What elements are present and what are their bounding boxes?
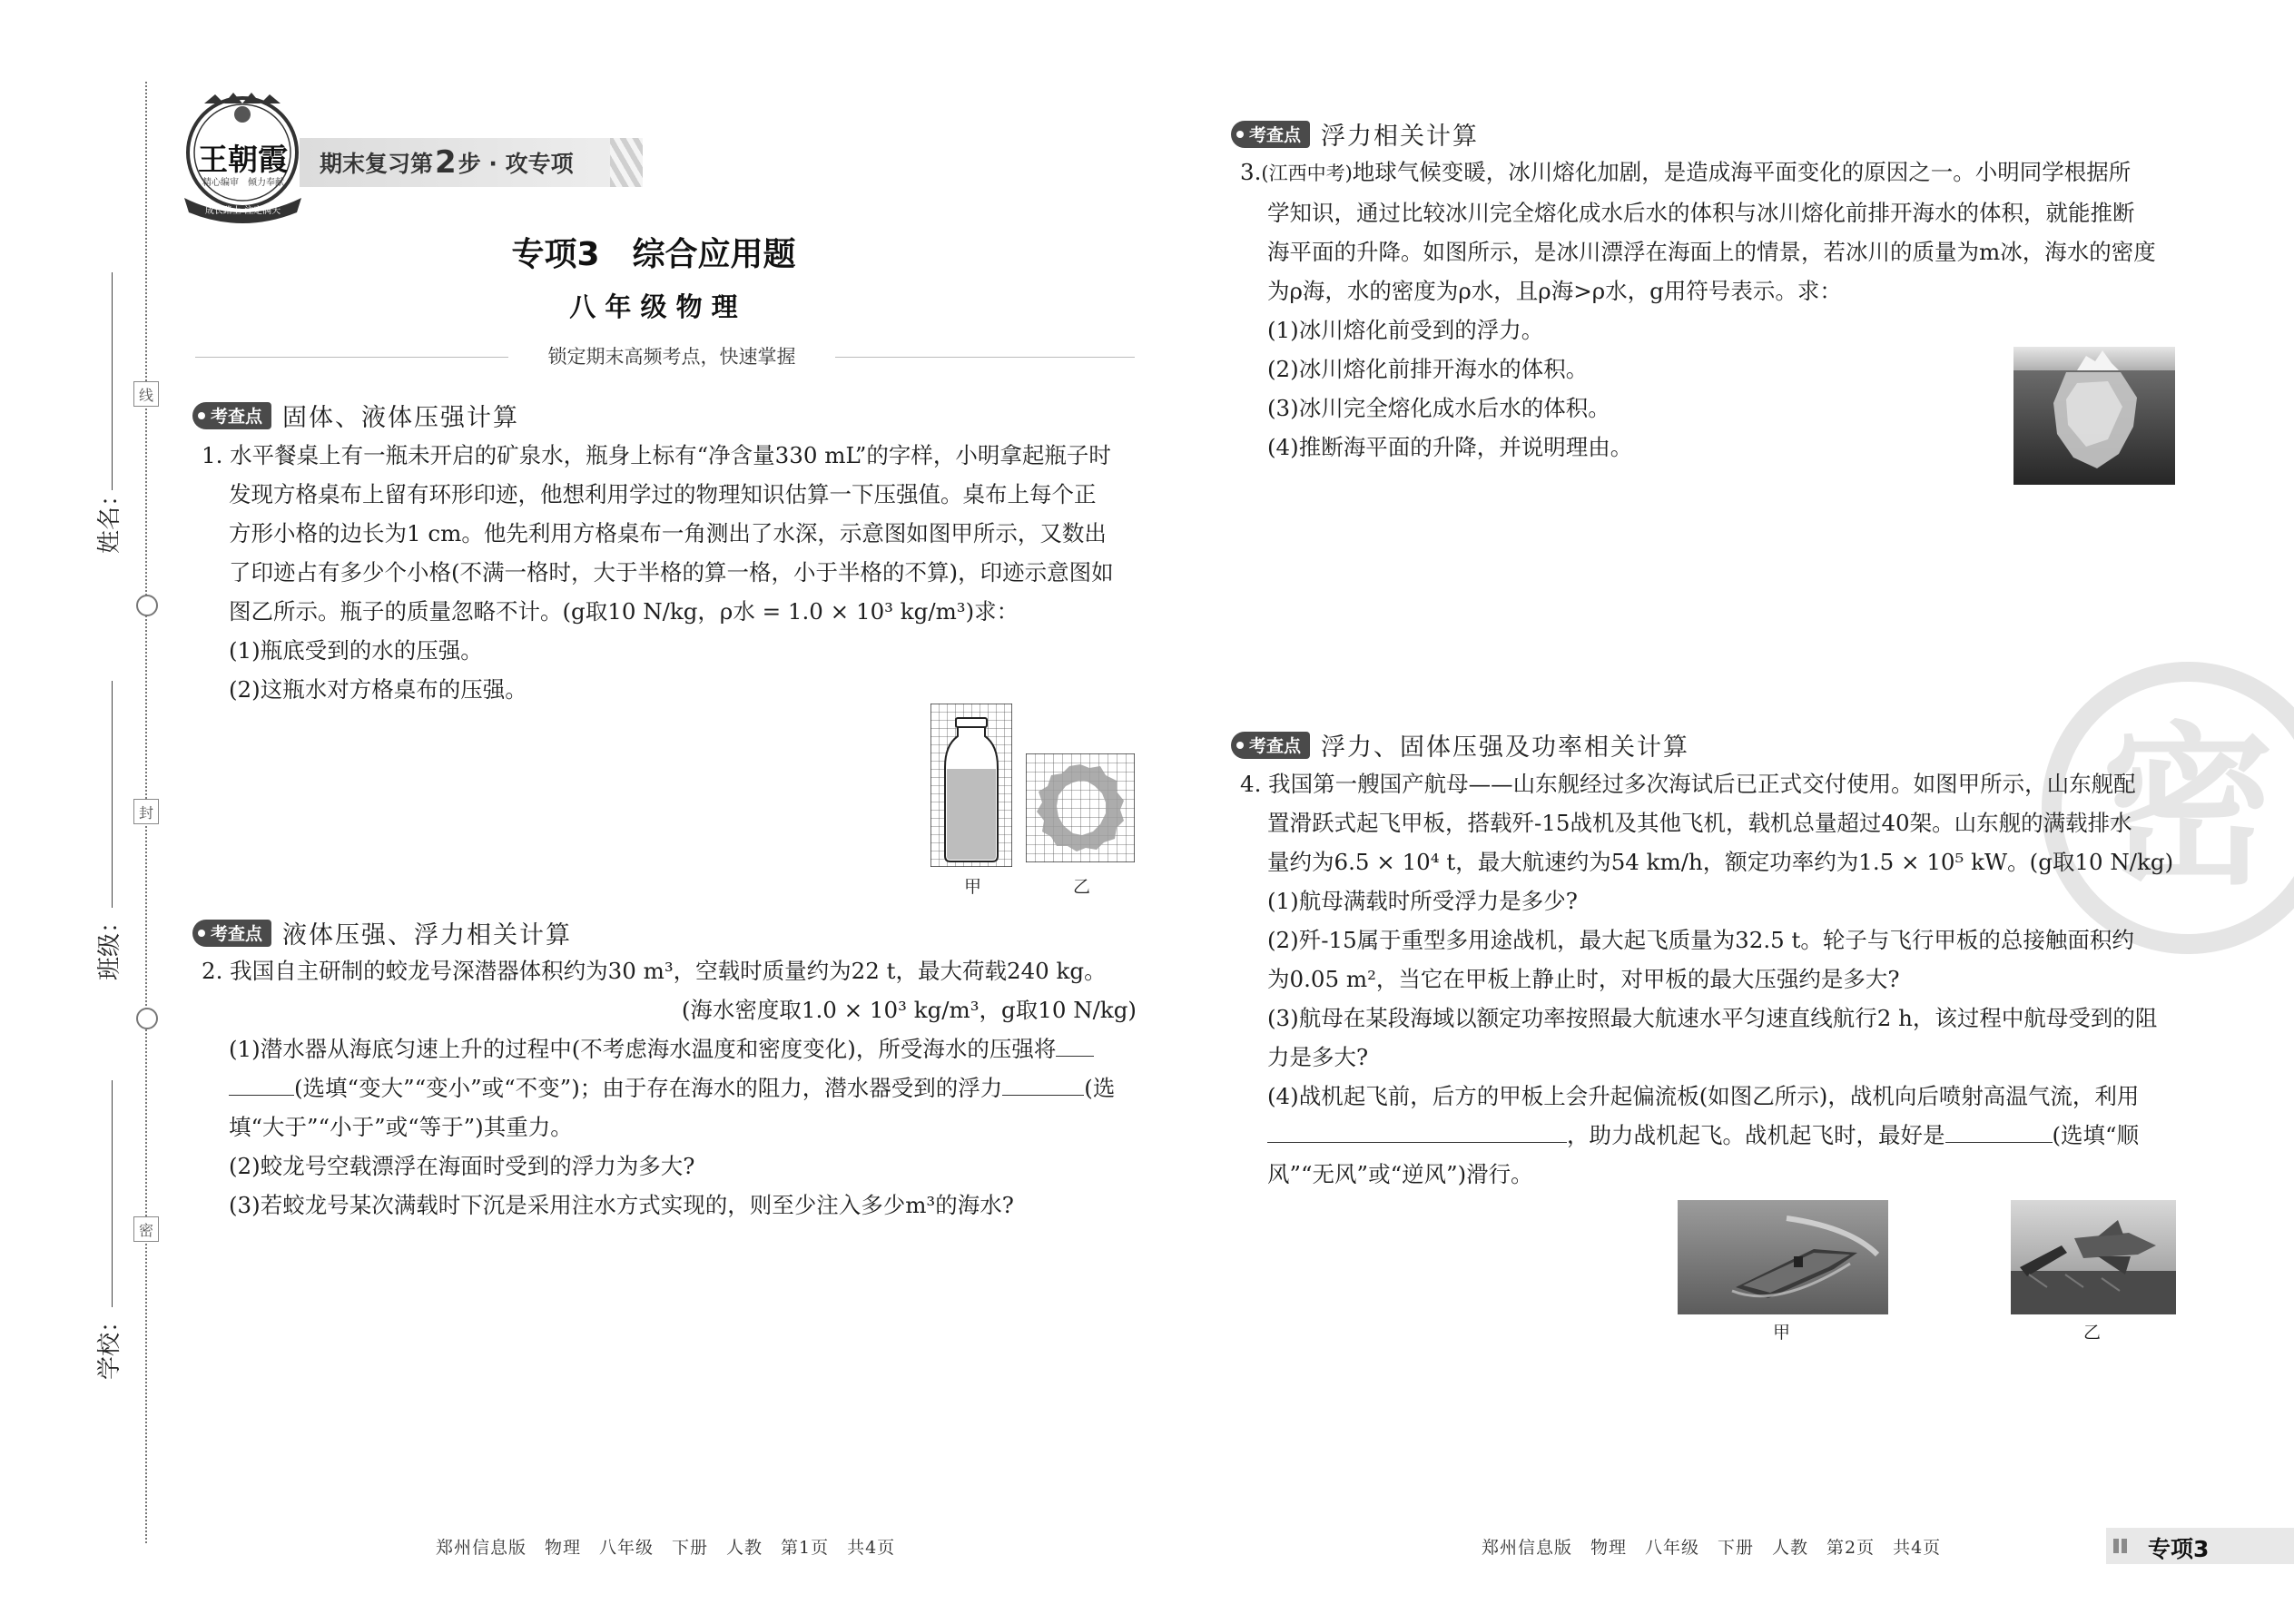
q2-sub-3: (3)若蛟龙号某次满载时下沉是采用注水方式实现的，则至少注入多少m³的海水? (229, 1192, 1014, 1218)
figure-bottle-grid (930, 704, 1012, 871)
figure-4b-caption: 乙 (2083, 1323, 2102, 1343)
q1-line-3: 方形小格的边长为1 cm。他先利用方格桌布一角测出了水深，示意图如图甲所示，又数出 (229, 520, 1107, 546)
page-subtitle: 八 年 级 物 理 (569, 291, 738, 322)
section-topic-1: 固体、液体压强计算 (282, 404, 520, 432)
section-tag-1 (192, 398, 519, 433)
answer-blank[interactable] (1945, 1120, 2053, 1144)
q3-sub-4: (4)推断海平面的升降，并说明理由。 (1267, 434, 1633, 460)
name-underline (112, 272, 113, 490)
question-1 (202, 436, 1146, 709)
q2-note: (海水密度取1.0 × 10³ kg/m³，g取10 N/kg) (681, 997, 1137, 1023)
q2-sub-1c: 填“大于”“小于”或“等于”)其重力。 (229, 1114, 573, 1140)
q4-sub-3b: 力是多大? (1267, 1044, 1369, 1070)
q4-line-1: 4. 我国第一艘国产航母——山东舰经过多次海试后已正式交付使用。如图甲所示，山东舰配 (1240, 771, 2136, 797)
slogan-rule-right (835, 357, 1135, 358)
figure-4a-caption: 甲 (1773, 1323, 1791, 1343)
banner-step: 2 (435, 144, 457, 181)
q3-line-2: 学知识，通过比较冰川完全熔化成水后水的体积与冰川熔化前排开海水的体积，就能推断 (1267, 200, 2135, 226)
question-4 (1240, 764, 2184, 1194)
watermark-char: 密 (2101, 707, 2274, 908)
q3-sub-1: (1)冰川熔化前受到的浮力。 (1267, 317, 1544, 343)
figure-1b-caption: 乙 (1073, 877, 1091, 897)
section-topic-3: 浮力相关计算 (1321, 123, 1480, 151)
q4-sub-4b: ，助力战机起飞。战机起飞时，最好是 (选填“顺 (1240, 1116, 2184, 1155)
answer-blank[interactable] (229, 1073, 294, 1097)
tag-pill: 考查点 (192, 920, 271, 947)
figure-ring-grid (1026, 753, 1135, 866)
side-circle-1 (136, 595, 158, 616)
footer-left: 郑州信息版 物理 八年级 下册 人教 第1页 共4页 (436, 1538, 896, 1558)
iceberg-photo (2013, 347, 2175, 485)
q1-line-5: 图乙所示。瓶子的质量忽略不计。(g取10 N/kg，ρ水 = 1.0 × 10³ kg/m³)求： (229, 598, 1019, 625)
q4-sub-2b: 为0.05 m²，当它在甲板上静止时，对甲板的最大压强约是多大? (1267, 966, 1900, 992)
answer-blank[interactable] (1002, 1073, 1084, 1097)
q2-sub-1b: (选填“变大”“变小”或“不变”)；由于存在海水的阻力，潜水器受到的浮力 (选 (202, 1068, 1146, 1107)
q3-line-1: 3.(江西中考)地球气候变暖，冰川熔化加剧，是造成海平面变化的原因之一。小明同学根据所 (1240, 159, 2132, 185)
q4-line-2: 置滑跃式起飞甲板，搭载歼-15战机及其他飞机，载机总量超过40架。山东舰的满载排水 (1267, 810, 2132, 836)
logo-sub1: 精心编审 (202, 178, 239, 188)
section-tag-2 (192, 915, 572, 950)
q2-line-1: 2. 我国自主研制的蛟龙号深潜器体积约为30 m³，空载时质量约为22 t，最大荷载240 kg。 (202, 958, 1107, 984)
q1-line-2: 发现方格桌布上留有环形印迹，他想利用学过的物理知识估算一下压强值。桌布上每个正 (229, 481, 1097, 507)
tag-pill: 考查点 (192, 402, 271, 429)
brand-logo (177, 91, 309, 227)
q4-sub-3a: (3)航母在某段海域以额定功率按照最大航速水平匀速直线航行2 h，该过程中航母受到的阻 (1267, 1005, 2158, 1031)
section-topic-4: 浮力、固体压强及功率相关计算 (1321, 733, 1690, 762)
q3-line-3: 海平面的升降。如图所示，是冰川漂浮在海面上的情景，若冰川的质量为m冰，海水的密度 (1267, 239, 2156, 265)
seal-secret: 密 (133, 1216, 159, 1242)
figure-1a-caption: 甲 (964, 877, 982, 897)
q4-sub-4a: (4)战机起飞前，后方的甲板上会升起偏流板(如图乙所示)，战机向后喷射高温气流，利用 (1267, 1083, 2140, 1109)
tag-pill: 考查点 (1231, 732, 1310, 759)
section-topic-2: 液体压强、浮力相关计算 (282, 921, 573, 950)
banner-suffix: 步 · 攻专项 (458, 151, 574, 177)
logo-text: 王朝霞 (198, 142, 288, 177)
q4-sub-2a: (2)歼-15属于重型多用途战机，最大起飞质量为32.5 t。轮子与飞行甲板的总接触面积约 (1267, 927, 2134, 953)
question-2 (202, 951, 1146, 1225)
q3-line-4: 为ρ海，水的密度为ρ水，且ρ海>ρ水，g用符号表示。求： (1267, 278, 1842, 304)
q2-sub-1a: (1)潜水器从海底匀速上升的过程中(不考虑海水温度和密度变化)，所受海水的压强将 (202, 1029, 1146, 1068)
banner-prefix: 期末复习第 (320, 151, 434, 177)
side-circle-2 (136, 1008, 158, 1029)
q2-sub-2: (2)蛟龙号空载漂浮在海面时受到的浮力为多大? (229, 1153, 695, 1179)
logo-sub2: 倾力奉献 (248, 178, 284, 188)
class-label: 班级： (96, 909, 123, 980)
corner-tab-label: 专项3 (2148, 1536, 2210, 1562)
section-tag-4 (1231, 727, 1689, 763)
q3-sub-3: (3)冰川完全熔化成水后水的体积。 (1267, 395, 1610, 421)
q1-sub-1: (1)瓶底受到的水的压强。 (229, 637, 483, 664)
name-label: 姓名： (96, 482, 123, 554)
slogan: 锁定期末高频考点，快速掌握 (547, 346, 796, 368)
school-underline (112, 1080, 113, 1307)
school-label: 学校： (96, 1308, 123, 1380)
answer-blank[interactable] (1267, 1120, 1567, 1144)
q4-sub-4c: 风”“无风”或“逆风”)滑行。 (1267, 1161, 1533, 1187)
q1-line-1: 1. 水平餐桌上有一瓶未开启的矿泉水，瓶身上标有“净含量330 mL”的字样，小明拿起瓶子时 (202, 442, 1111, 468)
slogan-rule-left (195, 357, 508, 358)
section-tag-3 (1231, 116, 1479, 152)
page-title: 专项3 综合应用题 (511, 236, 796, 273)
tag-pill: 考查点 (1231, 121, 1310, 148)
answer-blank[interactable] (1056, 1034, 1094, 1058)
jet-deflector-photo (2011, 1200, 2176, 1314)
q4-line-3: 量约为6.5 × 10⁴ t，最大航速约为54 km/h，额定功率约为1.5 × 10⁵ kW。(g取10 N/kg) (1267, 849, 2174, 875)
corner-tab (2106, 1528, 2294, 1564)
footer-right: 郑州信息版 物理 八年级 下册 人教 第2页 共4页 (1482, 1538, 1942, 1558)
carrier-photo (1678, 1200, 1888, 1314)
logo-banner: 成长路上 注定满天 (204, 206, 281, 216)
step-banner (300, 138, 635, 187)
q3-sub-2: (2)冰川熔化前排开海水的体积。 (1267, 356, 1589, 382)
q4-sub-1: (1)航母满载时所受浮力是多少? (1267, 888, 1578, 914)
q1-sub-2: (2)这瓶水对方格桌布的压强。 (229, 676, 527, 703)
seal-line: 线 (133, 381, 159, 407)
q1-line-4: 了印迹占有多少个小格(不满一格时，大于半格的算一格，小于半格的不算)，印迹示意图如 (229, 559, 1114, 586)
class-underline (112, 681, 113, 908)
seal-seal: 封 (133, 799, 159, 824)
